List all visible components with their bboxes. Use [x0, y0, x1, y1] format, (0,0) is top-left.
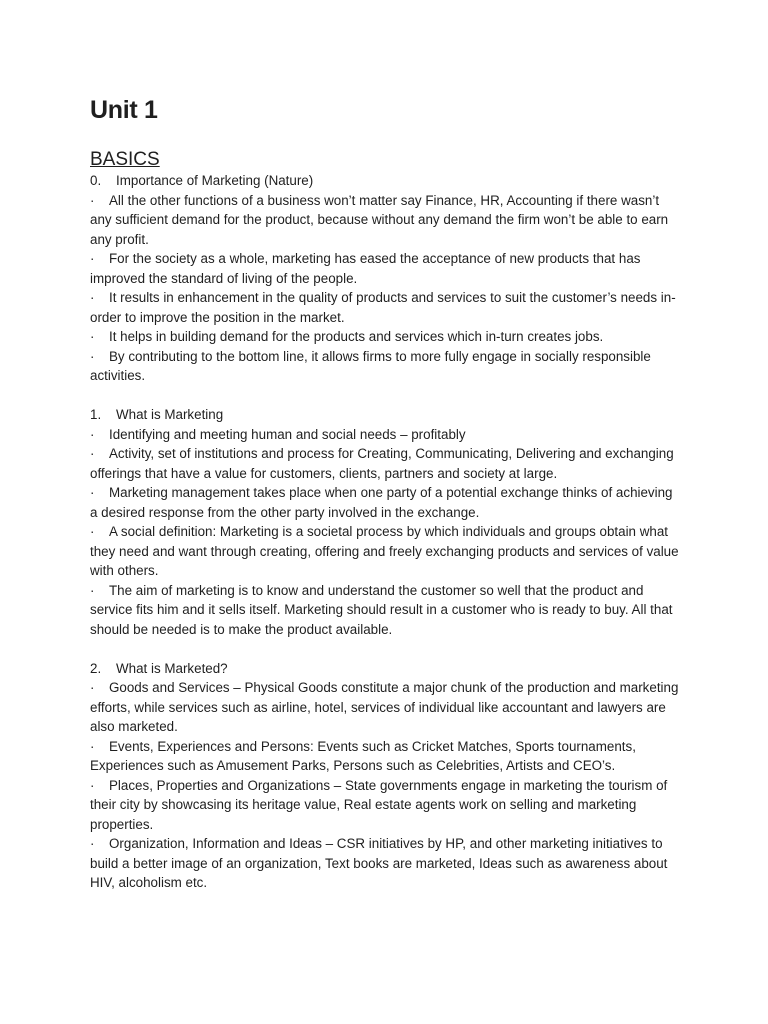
bullet-item — [90, 425, 680, 445]
bullet-text: Places, Properties and Organizations – State governments engage in marketing the tourism of their city by showcasing its heritage value, Real estate agents work on selling and marketing properties. — [90, 777, 668, 832]
section-block — [90, 659, 680, 893]
section-block — [90, 171, 680, 386]
bullet-dot-icon: · — [90, 738, 95, 754]
bullet-dot-icon: · — [90, 329, 95, 344]
bullet-dot-icon: · — [90, 777, 95, 793]
bullet-dot-icon: · — [90, 192, 95, 208]
bullet-item — [90, 776, 680, 835]
bullet-text: A social definition: Marketing is a societal process by which individuals and groups obtain what they need and want through creating, offering and freely exchanging products and services of value with others. — [90, 524, 679, 578]
bullet-dot-icon: · — [90, 836, 95, 851]
bullet-dot-icon: · — [90, 446, 95, 461]
bullet-text: Marketing management takes place when one party of a potential exchange thinks of achieving a desired response from the other party involved in the exchange. — [90, 485, 673, 520]
bullet-text: Identifying and meeting human and social needs – profitably — [109, 426, 466, 442]
bullet-text: All the other functions of a business won’t matter say Finance, HR, Accounting if there wasn’t any sufficient demand for the product, because without any demand the firm won’t be able to earn any profit. — [90, 192, 669, 247]
section-number: 1. — [90, 407, 102, 422]
bullet-text: It results in enhancement in the quality of products and services to suit the customer’s needs in-order to improve the position in the market. — [90, 290, 676, 325]
bullet-item — [90, 327, 680, 347]
bullet-item — [90, 191, 680, 250]
section-heading — [90, 659, 680, 679]
bullet-dot-icon: · — [90, 348, 95, 364]
section-heading — [90, 405, 680, 425]
bullet-item — [90, 483, 680, 522]
section-title-basics: BASICS — [90, 149, 160, 170]
bullet-item — [90, 522, 680, 581]
bullet-dot-icon: · — [90, 524, 95, 539]
bullet-item — [90, 347, 680, 386]
bullet-text: By contributing to the bottom line, it allows firms to more fully engage in socially responsible activities. — [90, 348, 651, 383]
bullet-text: It helps in building demand for the products and services which in-turn creates jobs. — [109, 329, 604, 344]
section-heading-text: What is Marketed? — [116, 660, 228, 676]
bullet-dot-icon: · — [90, 582, 95, 598]
bullet-item — [90, 737, 680, 776]
section-list — [90, 171, 680, 893]
bullet-item — [90, 249, 680, 288]
bullet-item — [90, 834, 680, 893]
section-number: 2. — [90, 660, 102, 676]
bullet-text: For the society as a whole, marketing has eased the acceptance of new products that has improved the standard of living of the people. — [90, 251, 641, 286]
section-block — [90, 405, 680, 639]
bullet-item — [90, 678, 680, 737]
bullet-dot-icon: · — [90, 485, 95, 500]
bullet-item — [90, 581, 680, 640]
section-heading — [90, 171, 680, 191]
section-number: 0. — [90, 173, 102, 188]
bullet-dot-icon: · — [90, 426, 95, 442]
section-heading-text: Importance of Marketing (Nature) — [116, 173, 314, 188]
paragraph-spacer — [90, 639, 680, 659]
bullet-text: The aim of marketing is to know and understand the customer so well that the product and service fits him and it sells itself. Marketing should result in a customer who is ready to buy. All that should be needed is to make the product available. — [90, 582, 673, 637]
document-body — [90, 95, 680, 893]
document-title: Unit 1 — [90, 96, 158, 124]
bullet-item — [90, 444, 680, 483]
paragraph-spacer — [90, 386, 680, 406]
bullet-text: Organization, Information and Ideas – CSR initiatives by HP, and other marketing initiatives to build a better image of an organization, Text books are marketed, Ideas such as awareness about HIV, alcoholism etc. — [90, 836, 668, 890]
bullet-dot-icon: · — [90, 680, 95, 695]
bullet-text: Events, Experiences and Persons: Events such as Cricket Matches, Sports tournaments, Experiences such as Amusement Parks, Persons such as Celebrities, Artists and CEO’s. — [90, 738, 636, 773]
section-heading-text: What is Marketing — [116, 407, 224, 422]
bullet-dot-icon: · — [90, 251, 95, 266]
bullet-dot-icon: · — [90, 290, 95, 305]
bullet-item — [90, 288, 680, 327]
bullet-text: Goods and Services – Physical Goods constitute a major chunk of the production and marketing efforts, while services such as airline, hotel, services of individual like accountant and lawyers are also marketed. — [90, 680, 679, 734]
bullet-text: Activity, set of institutions and process for Creating, Communicating, Delivering and exchanging offerings that have a value for customers, clients, partners and society at large. — [90, 446, 674, 481]
